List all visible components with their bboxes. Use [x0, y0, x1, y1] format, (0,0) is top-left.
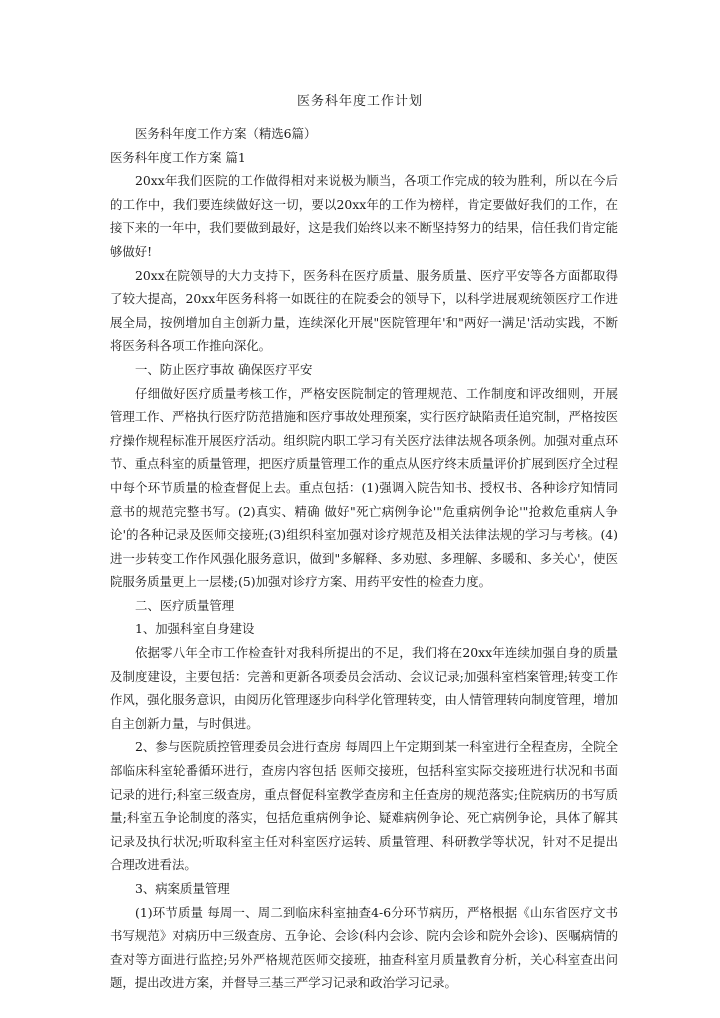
paragraph-intro: 20xx年我们医院的工作做得相对来说极为顺当，各项工作完成的较为胜利，所以在今后的工作中，我们要连续做好这一切，要以20xx年的工作为榜样，肯定要做好我们的工作，在接下来的一年中，我们要做到最好，这是我们始终以来不断坚持努力的结果，信任我们肯定能够做好!: [110, 173, 619, 259]
paragraph-records: (1)环节质量 每周一、周二到临床科室抽查4-6分环节病历，严格根据《山东省医疗文书书写规范》对病历中三级查房、五争论、会诊(科内会诊、院内会诊和院外会诊)、医嘱病情的查对等方面进行监控;另外严格规范医师交接班，抽查科室月质量教育分析，关心科室查出问题，提出改进方案，并督导三基三严学习记录和政治学习记录。: [110, 904, 618, 991]
heading-safety: 一、防止医疗事故 确保医疗平安: [135, 361, 313, 377]
paragraph-support: 20xx在院领导的大力支持下，医务科在医疗质量、服务质量、医疗平安等各方面都取得了较大提高，20xx年医务科将一如既往的在院委会的领导下，以科学进展观统领医疗工作进展全局，按例增加自主创新力量，连续深化开展"医院管理年'和"两好一满足'活动实践，不断将医务科各项工作推向深化。: [110, 267, 618, 354]
document-title: 医务科年度工作计划: [296, 94, 423, 109]
heading-quality: 二、医疗质量管理: [135, 597, 235, 613]
heading-records: 3、病案质量管理: [135, 881, 230, 896]
document-body: [110, 122, 618, 995]
paragraph-dept-building: 依据零八年全市工作检查针对我科所提出的不足，我们将在20xx年连续加强自身的质量及制度建设，主要包括：完善和更新各项委员会活动、会议记录;加强科室档案管理;转变工作作风，强化服务意识，由阅历化管理逐步向科学化管理转变，由人情管理转向制度管理，增加自主创新力量，与时俱进。: [110, 645, 619, 731]
section-heading: 医务科年度工作方案 篇1: [110, 149, 246, 165]
paragraph-rounds: 2、参与医院质控管理委员会进行查房 每周四上午定期到某一科室进行全程查房，全院全部临床科室轮番循环进行，查房内容包括 医师交接班，包括科室实际交接班进行状况和书面记录的进行;科室三级查房，重点督促科室教学查房和主任查房的规范落实;住院病历的书写质量;科室五争论制度的落实，包括危重病例争论、疑难病例争论、死亡病例争论，具体了解其记录及执行状况;听取科室主任对科室医疗运转、质量管理、科研教学等状况，针对不足提出合理改进看法。: [110, 739, 618, 873]
heading-dept-building: 1、加强科室自身建设: [135, 621, 255, 637]
document-subtitle: 医务科年度工作方案（精选6篇）: [135, 126, 317, 141]
paragraph-safety: 仔细做好医疗质量考核工作，严格安医院制定的管理规范、工作制度和评改细则，开展管理工作、严格执行医疗防范措施和医疗事故处理预案，实行医疗缺陷责任追究制，严格按医疗操作规程标准开展医疗活动。组织院内职工学习有关医疗法律法规各项条例。加强对重点环节、重点科室的质量管理，把医疗质量管理工作的重点从医疗终末质量评价扩展到医疗全过程中每个环节质量的检查督促上去。重点包括：(1)强调入院告知书、授权书、各种诊疗知情同意书的规范完整书写。(2)真实、精确 做好"死亡病例争论'"危重病例争论'"抢救危重病人争论'的各种记录及医师交接班;(3)组织科室加强对诊疗规范及相关法律法规的学习与考核。(4)进一步转变工作作风强化服务意识，做到"多解释、多劝慰、多理解、多暖和、多关心'，使医院服务质量更上一层楼;(5)加强对诊疗方案、用药平安性的检查力度。: [110, 385, 619, 590]
